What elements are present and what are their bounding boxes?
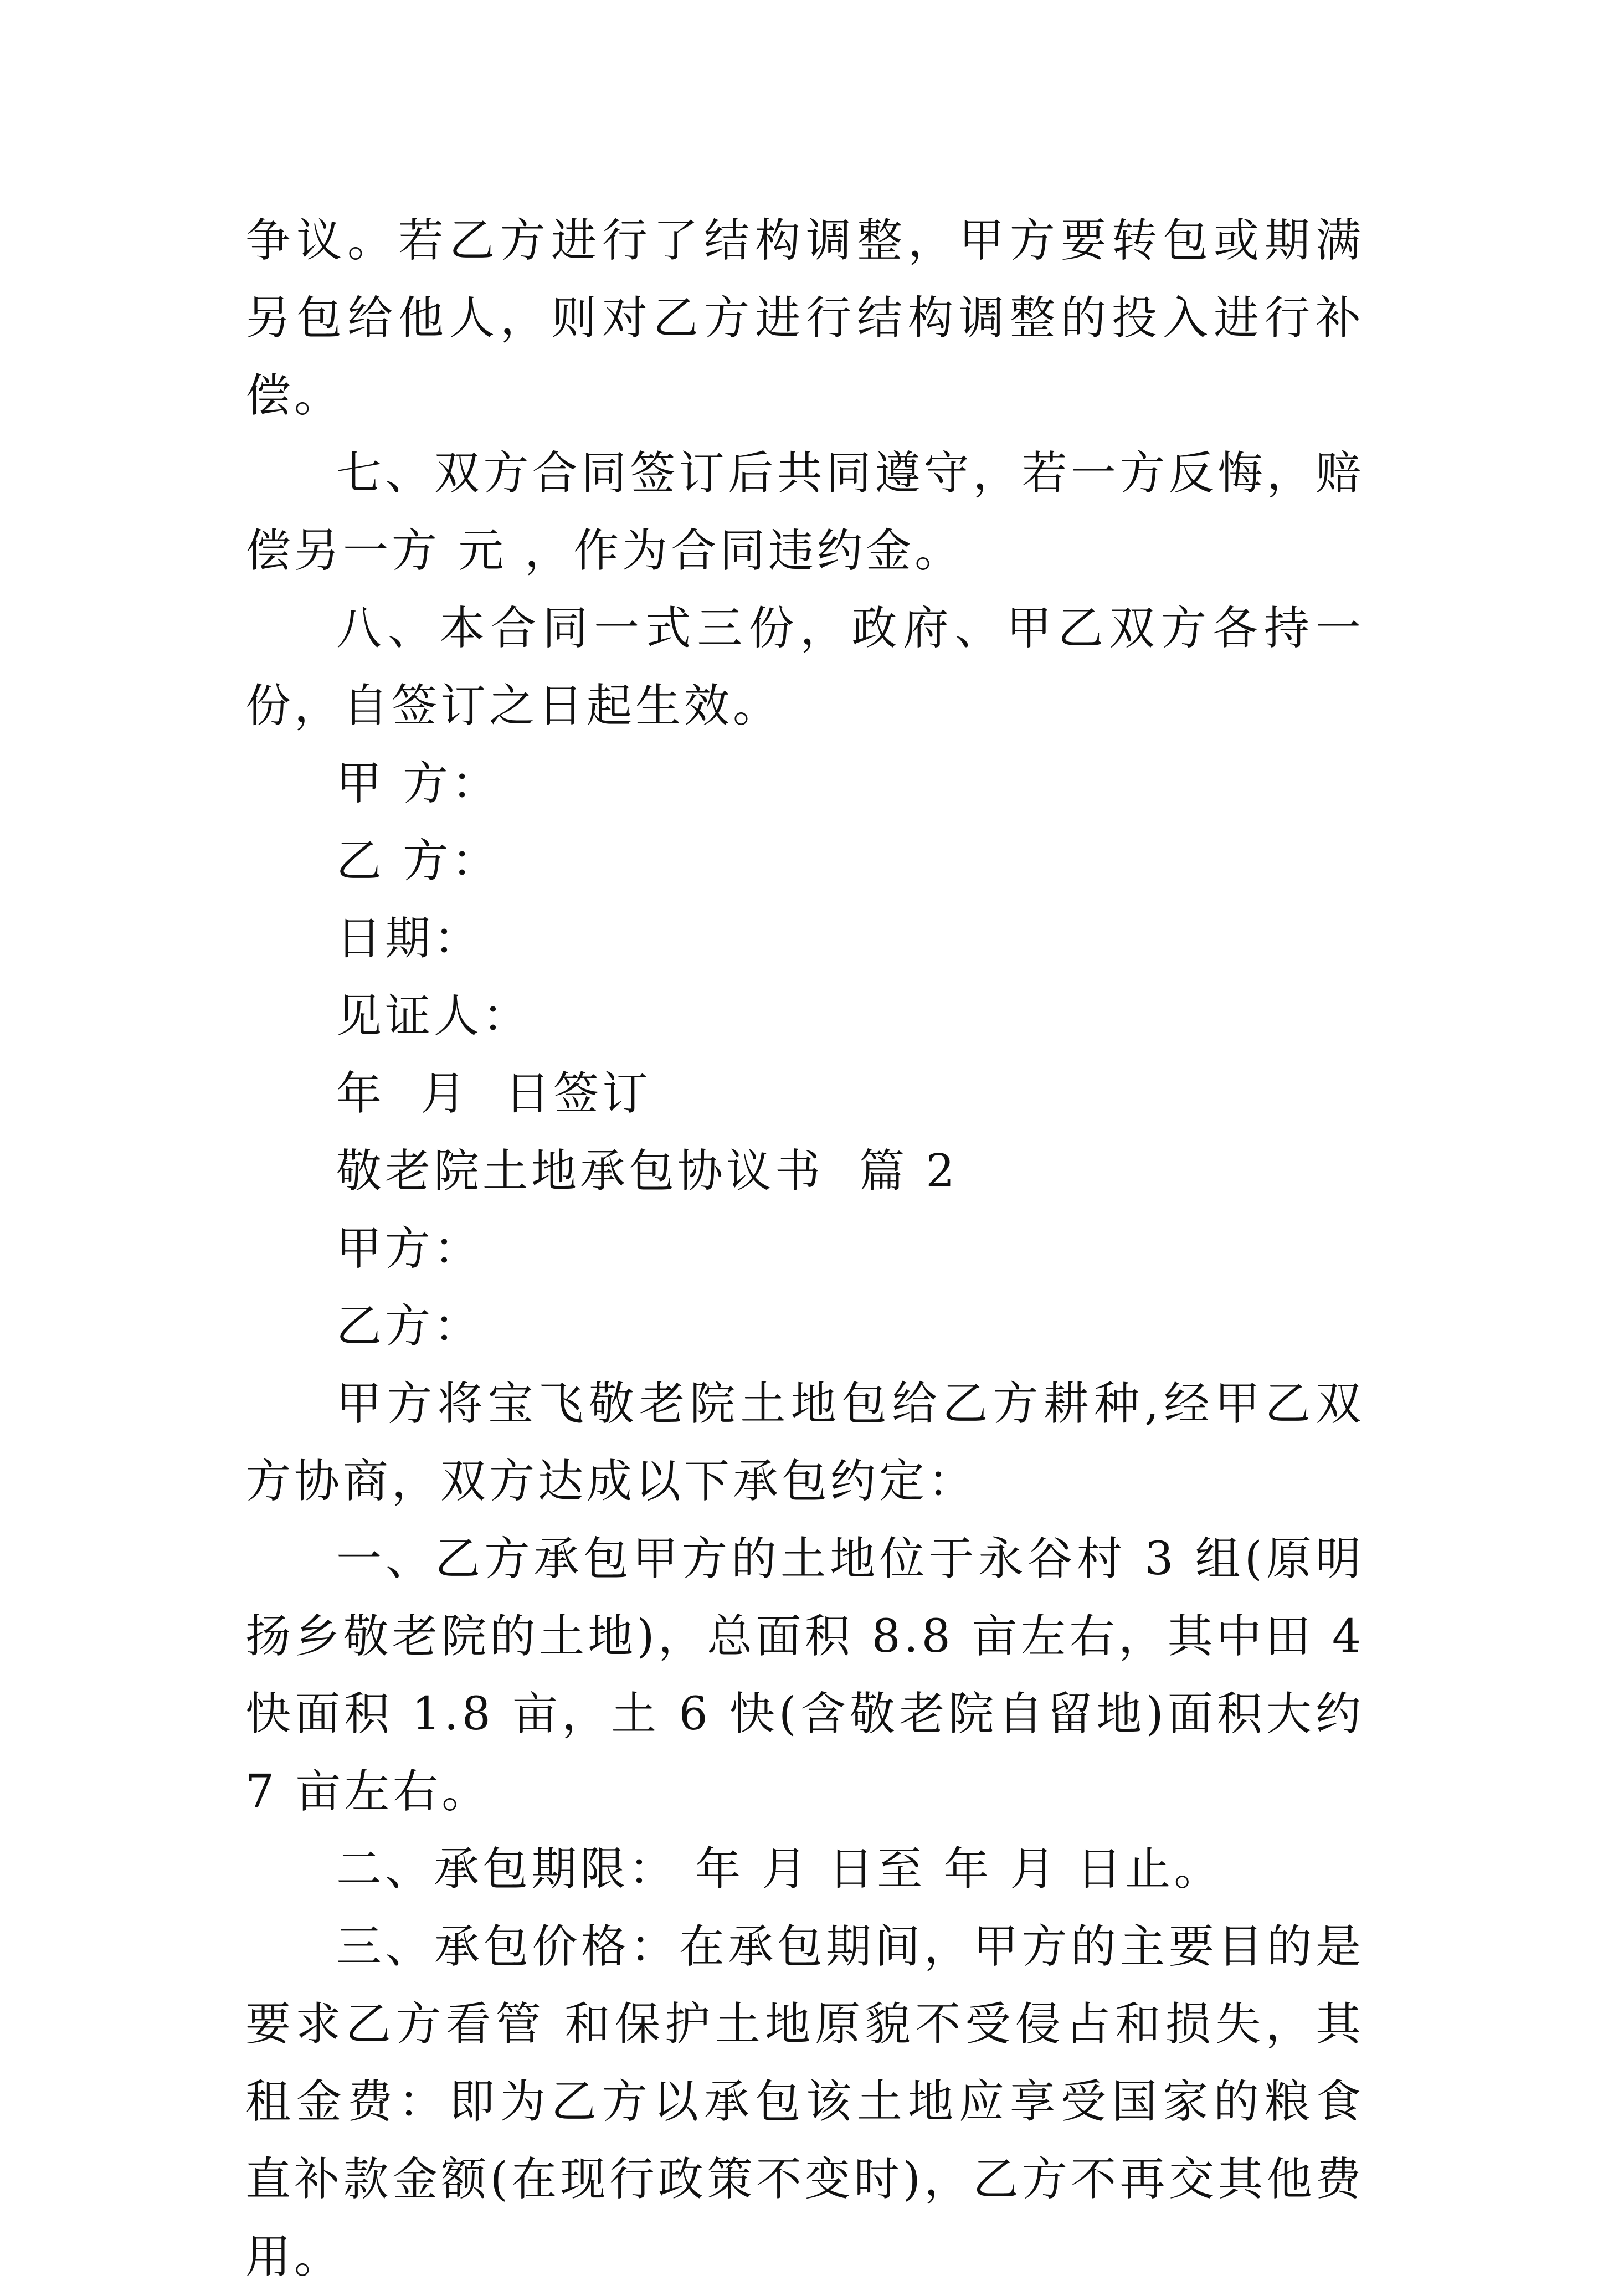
date-line: 日期： — [336, 912, 483, 965]
section-2-party-a: 甲方： — [336, 1223, 483, 1275]
paragraph-clause-7: 七、双方合同签订后共同遵守，若一方反悔，赔偿另一方 元 ，作为合同违约金。 — [245, 447, 1364, 577]
witness-line: 见证人： — [336, 990, 532, 1042]
paragraph-agreement-intro: 甲方将宝飞敬老院土地包给乙方耕种,经甲乙双方协商，双方达成以下承包约定： — [245, 1378, 1364, 1508]
section-2-party-b: 乙方： — [336, 1300, 483, 1353]
signed-date-line: 年 月 日签订 — [336, 1067, 651, 1120]
paragraph-clause-2: 二、承包期限： 年 月 日至 年 月 日止。 — [336, 1843, 1223, 1896]
paragraph-clause-3: 三、承包价格：在承包期间，甲方的主要目的是要求乙方看管 和保护土地原貌不受侵占和损失，其租金费：即为乙方以承包该土地应享受国家的粮食直补款金额(在现行政策不变时)，乙方不再交其他费用。 — [245, 1920, 1364, 2283]
paragraph-clause-8: 八、本合同一式三份，政府、甲乙双方各持一份，自签订之日起生效。 — [245, 602, 1364, 732]
section-2-title: 敬老院土地承包协议书 篇 2 — [336, 1145, 958, 1198]
party-a-line: 甲 方： — [336, 757, 501, 810]
document-body — [245, 202, 1364, 2296]
paragraph-dispute: 争议。若乙方进行了结构调整，甲方要转包或期满另包给他人，则对乙方进行结构调整的投入进行补偿。 — [245, 214, 1364, 422]
party-b-line: 乙 方： — [336, 835, 501, 887]
paragraph-clause-1: 一、乙方承包甲方的土地位于永谷村 3 组(原明扬乡敬老院的土地)，总面积 8.8 亩左右，其中田 4 快面积 1.8 亩，土 6 快(含敬老院自留地)面积大约 7 亩左右。 — [245, 1533, 1364, 1818]
